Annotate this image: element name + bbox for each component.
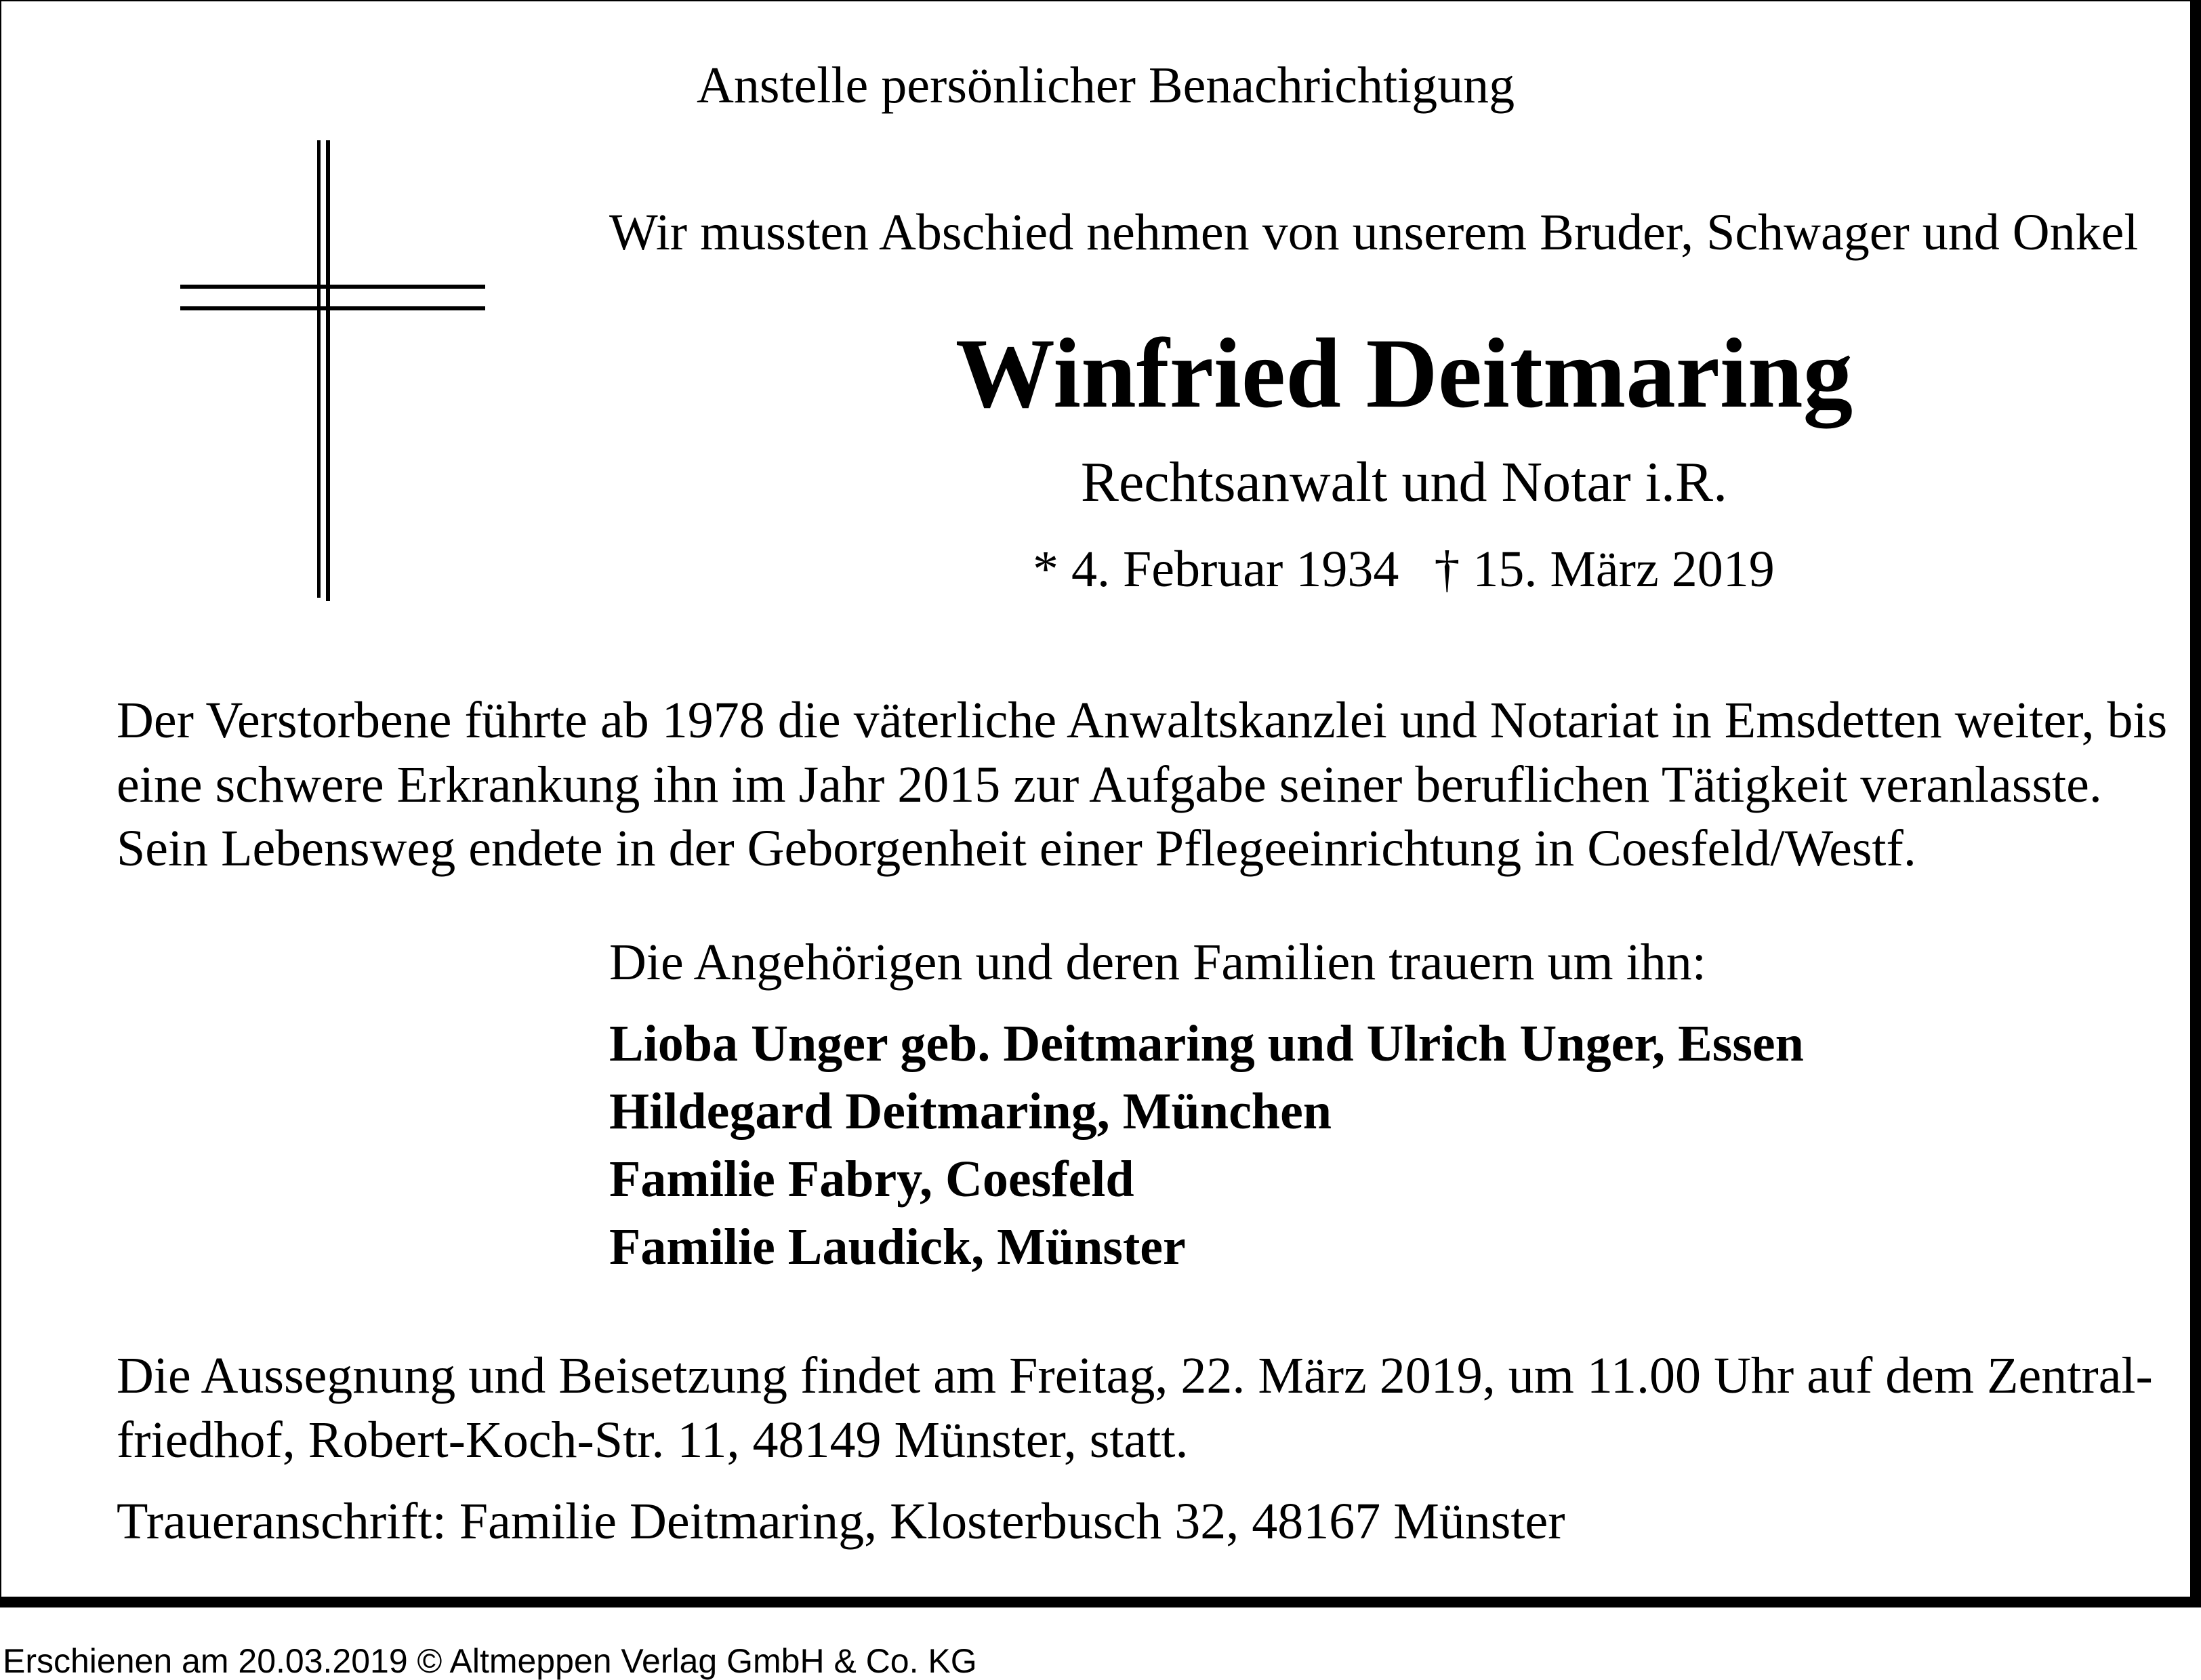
mourner-name: Familie Laudick, Münster: [609, 1218, 1186, 1275]
funeral-line: Die Aussegnung und Beisetzung findet am Freitag, 22. März 2019, um 11.00 Uhr auf dem Zentral-: [117, 1347, 2153, 1404]
biography-line: Der Verstorbene führte ab 1978 die väterliche Anwaltskanzlei und Notariat in Emsdetten weiter, bis: [117, 692, 2168, 749]
biography-line: eine schwere Erkrankung ihn im Jahr 2015 zur Aufgabe seiner beruflichen Tätigkeit veranlasste.: [117, 756, 2102, 813]
death-date: † 15. März 2019: [1434, 541, 1775, 598]
mourner-name: Lioba Unger geb. Deitmaring und Ulrich Unger, Essen: [609, 1015, 1804, 1072]
mourner-name: Hildegard Deitmaring, München: [609, 1083, 1332, 1140]
intro-line: Anstelle persönlicher Benachrichtigung: [697, 57, 1515, 114]
birth-date: * 4. Februar 1934: [1033, 541, 1399, 598]
deceased-name: Winfried Deitmaring: [955, 318, 1853, 428]
publication-footer: Erschienen am 20.03.2019 © Altmeppen Verlag GmbH & Co. KG: [3, 1642, 977, 1680]
mourner-name: Familie Fabry, Coesfeld: [609, 1151, 1134, 1208]
mourning-address: Traueranschrift: Familie Deitmaring, Klosterbusch 32, 48167 Münster: [117, 1493, 1565, 1550]
farewell-line: Wir mussten Abschied nehmen von unserem Bruder, Schwager und Onkel: [609, 204, 2139, 261]
mourners-intro: Die Angehörigen und deren Familien trauern um ihn:: [609, 934, 1706, 991]
profession: Rechtsanwalt und Notar i.R.: [1080, 451, 1728, 514]
life-dates: [1033, 541, 1775, 598]
funeral-line: friedhof, Robert-Koch-Str. 11, 48149 Münster, statt.: [117, 1412, 1189, 1469]
biography-line: Sein Lebensweg endete in der Geborgenheit einer Pflegeeinrichtung in Coesfeld/Westf.: [117, 820, 1916, 877]
